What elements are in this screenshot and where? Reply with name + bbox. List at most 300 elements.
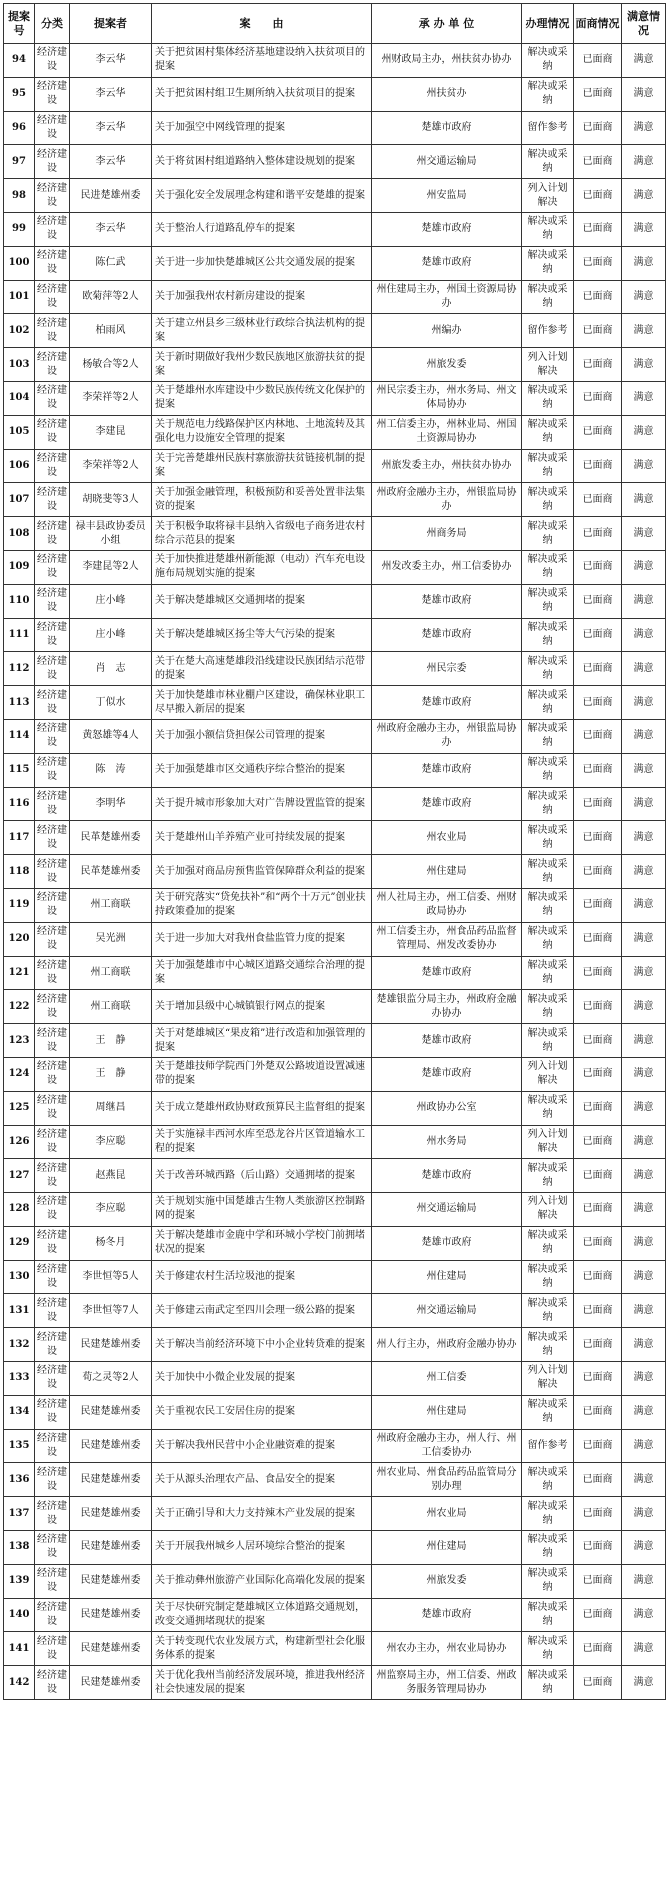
table-row <box>4 1159 666 1193</box>
proposer: 民建楚雄州委 <box>70 1395 152 1429</box>
proposer: 李云华 <box>70 212 152 246</box>
satisfaction: 满意 <box>622 821 666 855</box>
proposal-number: 107 <box>4 483 35 517</box>
table-row <box>4 381 666 415</box>
handling-status: 列入计划解决 <box>522 1193 574 1227</box>
meeting-status: 已面商 <box>574 246 622 280</box>
proposal-number: 111 <box>4 618 35 652</box>
proposer: 赵燕昆 <box>70 1159 152 1193</box>
table-row <box>4 855 666 889</box>
meeting-status: 已面商 <box>574 179 622 213</box>
satisfaction: 满意 <box>622 1429 666 1463</box>
reason: 关于加强楚雄市区交通秩序综合整治的提案 <box>152 753 372 787</box>
satisfaction: 满意 <box>622 280 666 314</box>
handling-status: 解决或采纳 <box>522 1564 574 1598</box>
handling-unit: 州农业局 <box>372 1497 522 1531</box>
table-row <box>4 77 666 111</box>
table-row <box>4 44 666 78</box>
proposer: 民建楚雄州委 <box>70 1598 152 1632</box>
reason: 关于在楚大高速楚雄段沿线建设民族团结示范带的提案 <box>152 652 372 686</box>
proposer: 李建昆等2人 <box>70 550 152 584</box>
satisfaction: 满意 <box>622 1395 666 1429</box>
meeting-status: 已面商 <box>574 44 622 78</box>
category: 经济建设 <box>35 1159 70 1193</box>
handling-unit: 州政府金融办主办，州人行、州工信委协办 <box>372 1429 522 1463</box>
handling-status: 解决或采纳 <box>522 517 574 551</box>
meeting-status: 已面商 <box>574 888 622 922</box>
handling-unit: 楚雄市政府 <box>372 956 522 990</box>
reason: 关于开展我州城乡人居环境综合整治的提案 <box>152 1531 372 1565</box>
meeting-status: 已面商 <box>574 314 622 348</box>
category: 经济建设 <box>35 1598 70 1632</box>
table-row <box>4 584 666 618</box>
satisfaction: 满意 <box>622 550 666 584</box>
proposal-number: 121 <box>4 956 35 990</box>
handling-unit: 州交通运输局 <box>372 1294 522 1328</box>
table-row <box>4 1226 666 1260</box>
satisfaction: 满意 <box>622 888 666 922</box>
category: 经济建设 <box>35 483 70 517</box>
satisfaction: 满意 <box>622 145 666 179</box>
proposer: 民建楚雄州委 <box>70 1429 152 1463</box>
meeting-status: 已面商 <box>574 855 622 889</box>
proposer: 李应聪 <box>70 1193 152 1227</box>
reason: 关于成立楚雄州政协财政预算民主监督组的提案 <box>152 1091 372 1125</box>
table-row <box>4 1497 666 1531</box>
handling-status: 解决或采纳 <box>522 1294 574 1328</box>
handling-status: 解决或采纳 <box>522 1531 574 1565</box>
reason: 关于从源头治理农产品、食品安全的提案 <box>152 1463 372 1497</box>
handling-unit: 州旅发委 <box>372 1564 522 1598</box>
handling-status: 解决或采纳 <box>522 719 574 753</box>
satisfaction: 满意 <box>622 314 666 348</box>
table-row <box>4 483 666 517</box>
proposal-number: 133 <box>4 1362 35 1396</box>
handling-unit: 州人行主办，州政府金融办协办 <box>372 1328 522 1362</box>
meeting-status: 已面商 <box>574 517 622 551</box>
satisfaction: 满意 <box>622 787 666 821</box>
handling-unit: 州商务局 <box>372 517 522 551</box>
proposer: 民建楚雄州委 <box>70 1328 152 1362</box>
reason: 关于把贫困村集体经济基地建设纳入扶贫项目的提案 <box>152 44 372 78</box>
satisfaction: 满意 <box>622 956 666 990</box>
proposer: 陈 涛 <box>70 753 152 787</box>
meeting-status: 已面商 <box>574 1395 622 1429</box>
proposal-number: 122 <box>4 990 35 1024</box>
reason: 关于加快中小微企业发展的提案 <box>152 1362 372 1396</box>
reason: 关于改善环城西路（后山路）交通拥堵的提案 <box>152 1159 372 1193</box>
handling-status: 解决或采纳 <box>522 787 574 821</box>
satisfaction: 满意 <box>622 246 666 280</box>
category: 经济建设 <box>35 145 70 179</box>
handling-status: 解决或采纳 <box>522 922 574 956</box>
table-row <box>4 1429 666 1463</box>
category: 经济建设 <box>35 1024 70 1058</box>
proposer: 禄丰县政协委员小组 <box>70 517 152 551</box>
handling-unit: 楚雄市政府 <box>372 1598 522 1632</box>
proposal-number: 104 <box>4 381 35 415</box>
proposal-number: 135 <box>4 1429 35 1463</box>
handling-status: 解决或采纳 <box>522 212 574 246</box>
reason: 关于解决楚雄城区扬尘等大气污染的提案 <box>152 618 372 652</box>
handling-status: 解决或采纳 <box>522 990 574 1024</box>
table-row <box>4 1531 666 1565</box>
handling-unit: 州监察局主办，州工信委、州政务服务管理局协办 <box>372 1666 522 1700</box>
reason: 关于优化我州当前经济发展环境，推进我州经济社会快速发展的提案 <box>152 1666 372 1700</box>
reason: 关于转变现代农业发展方式，构建新型社会化服务体系的提案 <box>152 1632 372 1666</box>
meeting-status: 已面商 <box>574 652 622 686</box>
table-row <box>4 888 666 922</box>
table-row <box>4 145 666 179</box>
handling-unit: 州工信委主办，州林业局、州国土资源局协办 <box>372 415 522 449</box>
handling-status: 留作参考 <box>522 1429 574 1463</box>
category: 经济建设 <box>35 246 70 280</box>
proposal-table <box>3 3 666 1700</box>
table-row <box>4 1632 666 1666</box>
satisfaction: 满意 <box>622 212 666 246</box>
handling-status: 解决或采纳 <box>522 1598 574 1632</box>
table-row <box>4 314 666 348</box>
category: 经济建设 <box>35 415 70 449</box>
handling-status: 解决或采纳 <box>522 1497 574 1531</box>
proposal-number: 109 <box>4 550 35 584</box>
category: 经济建设 <box>35 1395 70 1429</box>
proposal-number: 94 <box>4 44 35 78</box>
meeting-status: 已面商 <box>574 348 622 382</box>
proposal-number: 103 <box>4 348 35 382</box>
category: 经济建设 <box>35 1531 70 1565</box>
meeting-status: 已面商 <box>574 1497 622 1531</box>
meeting-status: 已面商 <box>574 415 622 449</box>
proposer: 州工商联 <box>70 888 152 922</box>
handling-unit: 州水务局 <box>372 1125 522 1159</box>
table-row <box>4 280 666 314</box>
proposal-number: 102 <box>4 314 35 348</box>
satisfaction: 满意 <box>622 1125 666 1159</box>
reason: 关于完善楚雄州民族村寨旅游扶贫链接机制的提案 <box>152 449 372 483</box>
proposal-number: 138 <box>4 1531 35 1565</box>
handling-unit: 楚雄市政府 <box>372 1024 522 1058</box>
handling-status: 解决或采纳 <box>522 145 574 179</box>
handling-status: 解决或采纳 <box>522 1395 574 1429</box>
meeting-status: 已面商 <box>574 956 622 990</box>
proposer: 民进楚雄州委 <box>70 179 152 213</box>
proposal-number: 124 <box>4 1057 35 1091</box>
proposal-number: 137 <box>4 1497 35 1531</box>
header-unit: 承 办 单 位 <box>372 4 522 44</box>
meeting-status: 已面商 <box>574 77 622 111</box>
handling-status: 解决或采纳 <box>522 483 574 517</box>
table-row <box>4 1463 666 1497</box>
satisfaction: 满意 <box>622 1598 666 1632</box>
proposer: 李云华 <box>70 77 152 111</box>
category: 经济建设 <box>35 550 70 584</box>
category: 经济建设 <box>35 449 70 483</box>
satisfaction: 满意 <box>622 922 666 956</box>
reason: 关于规范电力线路保护区内林地、土地流转及其强化电力设施安全管理的提案 <box>152 415 372 449</box>
reason: 关于增加县级中心城镇银行网点的提案 <box>152 990 372 1024</box>
reason: 关于积极争取将禄丰县纳入省级电子商务进农村综合示范县的提案 <box>152 517 372 551</box>
category: 经济建设 <box>35 1362 70 1396</box>
satisfaction: 满意 <box>622 1091 666 1125</box>
proposal-number: 101 <box>4 280 35 314</box>
category: 经济建设 <box>35 1193 70 1227</box>
satisfaction: 满意 <box>622 415 666 449</box>
table-row <box>4 1294 666 1328</box>
header-satisfy: 满意情况 <box>622 4 666 44</box>
category: 经济建设 <box>35 1294 70 1328</box>
table-row <box>4 111 666 145</box>
proposal-number: 126 <box>4 1125 35 1159</box>
reason: 关于解决楚雄城区交通拥堵的提案 <box>152 584 372 618</box>
category: 经济建设 <box>35 381 70 415</box>
table-row <box>4 550 666 584</box>
proposer: 陈仁武 <box>70 246 152 280</box>
proposal-number: 118 <box>4 855 35 889</box>
satisfaction: 满意 <box>622 1294 666 1328</box>
proposal-number: 131 <box>4 1294 35 1328</box>
table-row <box>4 652 666 686</box>
reason: 关于新时期做好我州少数民族地区旅游扶贫的提案 <box>152 348 372 382</box>
handling-status: 解决或采纳 <box>522 381 574 415</box>
handling-unit: 州农业局、州食品药品监管局分别办理 <box>372 1463 522 1497</box>
proposal-number: 105 <box>4 415 35 449</box>
category: 经济建设 <box>35 77 70 111</box>
proposer: 民建楚雄州委 <box>70 1666 152 1700</box>
proposer: 杨敏合等2人 <box>70 348 152 382</box>
proposer: 民建楚雄州委 <box>70 1497 152 1531</box>
handling-unit: 楚雄市政府 <box>372 1159 522 1193</box>
satisfaction: 满意 <box>622 348 666 382</box>
header-num: 提案号 <box>4 4 35 44</box>
proposal-number: 136 <box>4 1463 35 1497</box>
reason: 关于进一步加快楚雄城区公共交通发展的提案 <box>152 246 372 280</box>
proposal-number: 96 <box>4 111 35 145</box>
proposer: 杨冬月 <box>70 1226 152 1260</box>
handling-unit: 州政协办公室 <box>372 1091 522 1125</box>
reason: 关于尽快研究制定楚雄城区立体道路交通规划，改变交通拥堵现状的提案 <box>152 1598 372 1632</box>
reason: 关于解决当前经济环境下中小企业转贷难的提案 <box>152 1328 372 1362</box>
category: 经济建设 <box>35 1260 70 1294</box>
reason: 关于楚雄州山羊养殖产业可持续发展的提案 <box>152 821 372 855</box>
handling-unit: 州编办 <box>372 314 522 348</box>
reason: 关于建立州县乡三级林业行政综合执法机构的提案 <box>152 314 372 348</box>
handling-unit: 楚雄银监分局主办，州政府金融办协办 <box>372 990 522 1024</box>
meeting-status: 已面商 <box>574 1531 622 1565</box>
reason: 关于研究落实“贷免扶补”和“两个十万元”创业扶持政策叠加的提案 <box>152 888 372 922</box>
proposer: 肖 志 <box>70 652 152 686</box>
meeting-status: 已面商 <box>574 550 622 584</box>
satisfaction: 满意 <box>622 1564 666 1598</box>
reason: 关于修建云南武定至四川会理一级公路的提案 <box>152 1294 372 1328</box>
proposal-number: 130 <box>4 1260 35 1294</box>
proposal-number: 98 <box>4 179 35 213</box>
satisfaction: 满意 <box>622 1226 666 1260</box>
meeting-status: 已面商 <box>574 584 622 618</box>
satisfaction: 满意 <box>622 381 666 415</box>
handling-status: 解决或采纳 <box>522 855 574 889</box>
handling-unit: 楚雄市政府 <box>372 212 522 246</box>
reason: 关于进一步加大对我州食盐监管力度的提案 <box>152 922 372 956</box>
proposer: 李云华 <box>70 145 152 179</box>
category: 经济建设 <box>35 1429 70 1463</box>
meeting-status: 已面商 <box>574 753 622 787</box>
handling-unit: 楚雄市政府 <box>372 787 522 821</box>
table-row <box>4 415 666 449</box>
table-row <box>4 618 666 652</box>
handling-unit: 州安监局 <box>372 179 522 213</box>
satisfaction: 满意 <box>622 1159 666 1193</box>
reason: 关于加快楚雄市林业棚户区建设，确保林业职工尽早搬入新居的提案 <box>152 686 372 720</box>
meeting-status: 已面商 <box>574 787 622 821</box>
handling-unit: 楚雄市政府 <box>372 618 522 652</box>
proposer: 丁似水 <box>70 686 152 720</box>
table-row <box>4 956 666 990</box>
meeting-status: 已面商 <box>574 1226 622 1260</box>
header-proposer: 提案者 <box>70 4 152 44</box>
proposer: 民革楚雄州委 <box>70 821 152 855</box>
handling-status: 解决或采纳 <box>522 1159 574 1193</box>
handling-unit: 州政府金融办主办，州银监局协办 <box>372 483 522 517</box>
category: 经济建设 <box>35 1463 70 1497</box>
meeting-status: 已面商 <box>574 280 622 314</box>
handling-status: 列入计划解决 <box>522 348 574 382</box>
handling-status: 留作参考 <box>522 314 574 348</box>
handling-unit: 楚雄市政府 <box>372 753 522 787</box>
handling-status: 解决或采纳 <box>522 1226 574 1260</box>
handling-status: 解决或采纳 <box>522 652 574 686</box>
proposer: 李明华 <box>70 787 152 821</box>
table-row <box>4 1328 666 1362</box>
reason: 关于解决楚雄市金鹿中学和环城小学校门前拥堵状况的提案 <box>152 1226 372 1260</box>
category: 经济建设 <box>35 1497 70 1531</box>
satisfaction: 满意 <box>622 618 666 652</box>
handling-status: 解决或采纳 <box>522 1260 574 1294</box>
table-row <box>4 348 666 382</box>
handling-unit: 州旅发委 <box>372 348 522 382</box>
handling-status: 解决或采纳 <box>522 956 574 990</box>
proposal-number: 132 <box>4 1328 35 1362</box>
proposal-number: 116 <box>4 787 35 821</box>
satisfaction: 满意 <box>622 1193 666 1227</box>
proposer: 民建楚雄州委 <box>70 1463 152 1497</box>
reason: 关于提升城市形象加大对广告牌设置监管的提案 <box>152 787 372 821</box>
handling-unit: 州住建局主办，州国土资源局协办 <box>372 280 522 314</box>
header-row <box>4 4 666 44</box>
handling-status: 解决或采纳 <box>522 618 574 652</box>
satisfaction: 满意 <box>622 1328 666 1362</box>
handling-unit: 州发改委主办，州工信委协办 <box>372 550 522 584</box>
handling-unit: 州住建局 <box>372 1260 522 1294</box>
table-row <box>4 246 666 280</box>
proposal-number: 114 <box>4 719 35 753</box>
meeting-status: 已面商 <box>574 1057 622 1091</box>
handling-status: 解决或采纳 <box>522 44 574 78</box>
handling-unit: 州农办主办，州农业局协办 <box>372 1632 522 1666</box>
meeting-status: 已面商 <box>574 922 622 956</box>
handling-status: 列入计划解决 <box>522 179 574 213</box>
handling-status: 解决或采纳 <box>522 1632 574 1666</box>
table-row <box>4 1395 666 1429</box>
satisfaction: 满意 <box>622 1260 666 1294</box>
reason: 关于加强我州农村新房建设的提案 <box>152 280 372 314</box>
table-row <box>4 1666 666 1700</box>
meeting-status: 已面商 <box>574 1598 622 1632</box>
table-row <box>4 753 666 787</box>
table-row <box>4 821 666 855</box>
category: 经济建设 <box>35 314 70 348</box>
satisfaction: 满意 <box>622 77 666 111</box>
proposal-number: 108 <box>4 517 35 551</box>
table-row <box>4 1057 666 1091</box>
proposal-number: 100 <box>4 246 35 280</box>
proposal-number: 141 <box>4 1632 35 1666</box>
reason: 关于正确引导和大力支持辣木产业发展的提案 <box>152 1497 372 1531</box>
handling-unit: 州工信委 <box>372 1362 522 1396</box>
proposer: 周继昌 <box>70 1091 152 1125</box>
satisfaction: 满意 <box>622 179 666 213</box>
handling-status: 解决或采纳 <box>522 550 574 584</box>
proposal-number: 120 <box>4 922 35 956</box>
reason: 关于楚雄州水库建设中少数民族传统文化保护的提案 <box>152 381 372 415</box>
handling-unit: 楚雄市政府 <box>372 111 522 145</box>
handling-unit: 楚雄市政府 <box>372 1226 522 1260</box>
category: 经济建设 <box>35 888 70 922</box>
handling-status: 解决或采纳 <box>522 1024 574 1058</box>
proposer: 庄小峰 <box>70 618 152 652</box>
proposer: 柏雨风 <box>70 314 152 348</box>
proposer: 李世恒等7人 <box>70 1294 152 1328</box>
handling-status: 解决或采纳 <box>522 1666 574 1700</box>
handling-status: 解决或采纳 <box>522 821 574 855</box>
proposer: 荀之灵等2人 <box>70 1362 152 1396</box>
satisfaction: 满意 <box>622 111 666 145</box>
category: 经济建设 <box>35 212 70 246</box>
table-row <box>4 1193 666 1227</box>
table-row <box>4 686 666 720</box>
meeting-status: 已面商 <box>574 821 622 855</box>
reason: 关于实施禄丰西河水库至恐龙谷片区管道输水工程的提案 <box>152 1125 372 1159</box>
handling-unit: 州工信委主办，州食品药品监督管理局、州发改委协办 <box>372 922 522 956</box>
reason: 关于整治人行道路乱停车的提案 <box>152 212 372 246</box>
reason: 关于规划实施中国楚雄古生物人类旅游区控制路网的提案 <box>152 1193 372 1227</box>
category: 经济建设 <box>35 179 70 213</box>
reason: 关于修建农村生活垃圾池的提案 <box>152 1260 372 1294</box>
handling-unit: 楚雄市政府 <box>372 686 522 720</box>
handling-status: 解决或采纳 <box>522 77 574 111</box>
category: 经济建设 <box>35 1666 70 1700</box>
satisfaction: 满意 <box>622 1666 666 1700</box>
meeting-status: 已面商 <box>574 1159 622 1193</box>
satisfaction: 满意 <box>622 44 666 78</box>
handling-status: 解决或采纳 <box>522 584 574 618</box>
proposer: 欧菊萍等2人 <box>70 280 152 314</box>
reason: 关于加强空中网线管理的提案 <box>152 111 372 145</box>
handling-unit: 州扶贫办 <box>372 77 522 111</box>
proposer: 民建楚雄州委 <box>70 1564 152 1598</box>
proposal-number: 123 <box>4 1024 35 1058</box>
meeting-status: 已面商 <box>574 1091 622 1125</box>
proposal-number: 110 <box>4 584 35 618</box>
proposal-number: 106 <box>4 449 35 483</box>
table-row <box>4 1091 666 1125</box>
category: 经济建设 <box>35 1226 70 1260</box>
proposal-number: 129 <box>4 1226 35 1260</box>
handling-unit: 州农业局 <box>372 821 522 855</box>
proposal-number: 112 <box>4 652 35 686</box>
table-row <box>4 449 666 483</box>
proposer: 李云华 <box>70 111 152 145</box>
